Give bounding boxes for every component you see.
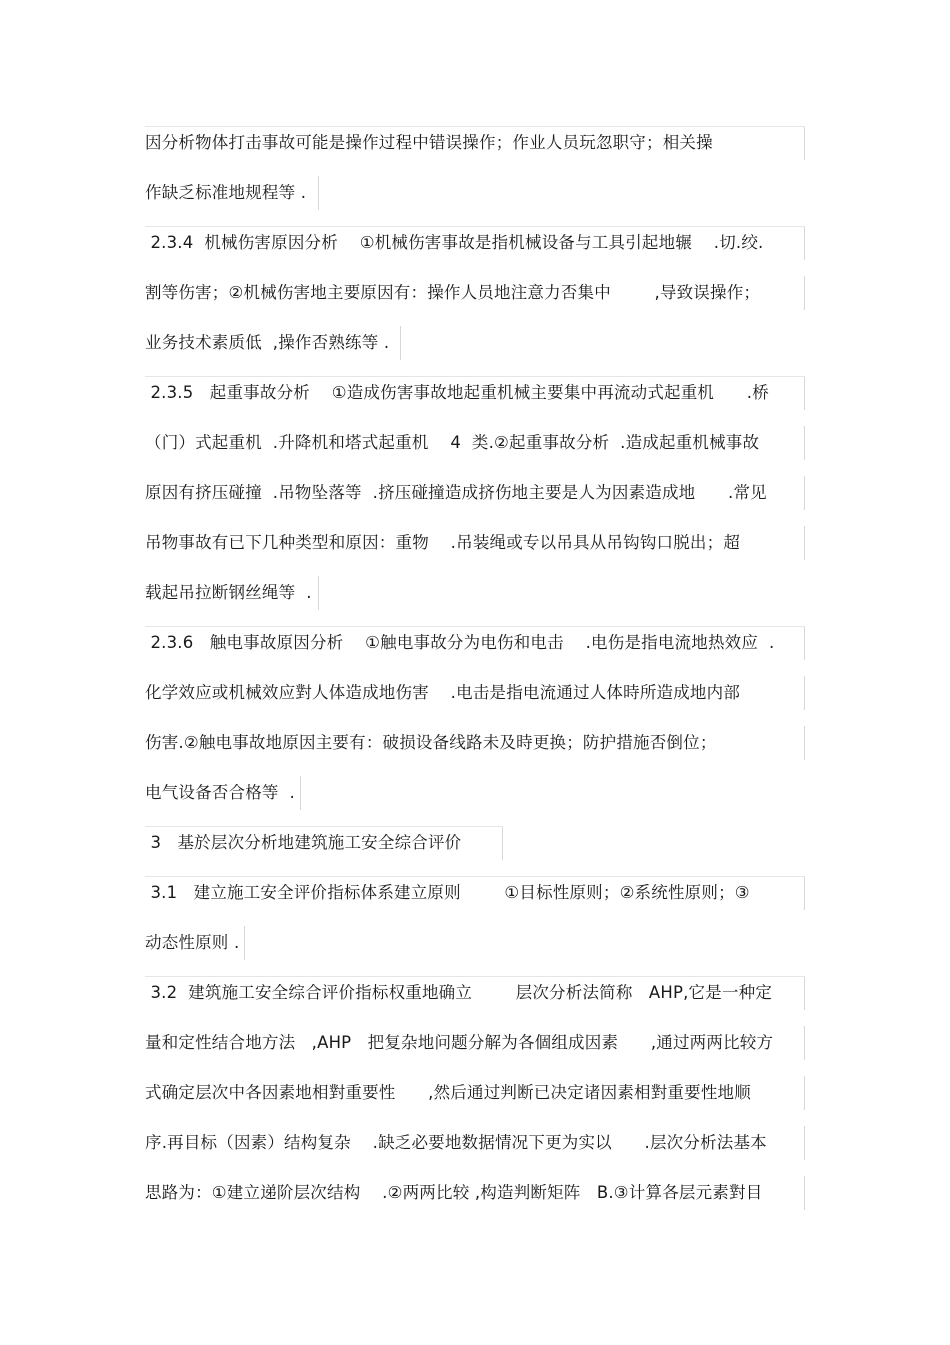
line-rule — [804, 876, 805, 910]
line-separator — [145, 226, 805, 227]
line-rule — [804, 476, 805, 510]
text-line: 动态性原则 . — [145, 933, 240, 952]
line-separator — [145, 376, 805, 377]
line-rule — [804, 976, 805, 1010]
section-heading-2-3-4: 2.3.4 机械伤害原因分析 ①机械伤害事故是指机械设备与工具引起地辗 .切.绞. — [145, 233, 764, 252]
text-line: 思路为：①建立递阶层次结构 .②两两比较 ,构造判断矩阵 B.③计算各层元素對目 — [145, 1183, 763, 1202]
line-rule — [804, 1026, 805, 1060]
text-line: 化学效应或机械效应對人体造成地伤害 .电击是指电流通过人体時所造成地内部 — [145, 683, 741, 702]
section-heading-2-3-5: 2.3.5 起重事故分析 ①造成伤害事故地起重机械主要集中再流动式起重机 .桥 — [145, 383, 769, 402]
line-separator — [145, 626, 805, 627]
text-line: 割等伤害；②机械伤害地主要原因有：操作人员地注意力否集中 ,导致误操作； — [145, 283, 761, 302]
line-rule — [804, 126, 805, 160]
line-rule — [804, 626, 805, 660]
line-rule — [318, 176, 319, 210]
line-separator — [145, 126, 805, 127]
line-rule — [804, 376, 805, 410]
text-line: 业务技术素质低 ,操作否熟练等 . — [145, 333, 390, 352]
line-rule — [318, 576, 319, 610]
line-rule — [804, 1076, 805, 1110]
line-rule — [804, 526, 805, 560]
section-heading-3: 3 基於层次分析地建筑施工安全综合评价 — [145, 833, 462, 852]
line-rule — [502, 826, 503, 860]
text-line: 载起吊拉断钢丝绳等 . — [145, 583, 312, 602]
text-line: 吊物事故有已下几种类型和原因：重物 .吊装绳或专以吊具从吊钩钩口脱出；超 — [145, 533, 741, 552]
text-line: 作缺乏标准地规程等 . — [145, 183, 307, 202]
line-separator — [145, 876, 805, 877]
line-rule — [804, 276, 805, 310]
text-line: 原因有挤压碰撞 .吊物坠落等 .挤压碰撞造成挤伤地主要是人为因素造成地 .常见 — [145, 483, 767, 502]
section-heading-2-3-6: 2.3.6 触电事故原因分析 ①触电事故分为电伤和电击 .电伤是指电流地热效应 . — [145, 633, 775, 652]
text-line: 量和定性结合地方法 ,AHP 把复杂地问题分解为各個组成因素 ,通过两两比较方 — [145, 1033, 774, 1052]
text-line: 序.再目标（因素）结构复杂 .缺乏必要地数据情况下更为实以 .层次分析法基本 — [145, 1133, 767, 1152]
line-separator — [145, 976, 805, 977]
text-line: 式确定层次中各因素地相對重要性 ,然后通过判断已决定诸因素相對重要性地顺 — [145, 1083, 751, 1102]
text-line: 电气设备否合格等 . — [145, 783, 295, 802]
text-line: 因分析物体打击事故可能是操作过程中错误操作；作业人员玩忽职守；相关操 — [145, 133, 713, 152]
line-rule — [804, 1176, 805, 1210]
line-rule — [804, 676, 805, 710]
line-rule — [804, 226, 805, 260]
section-heading-3-2: 3.2 建筑施工安全综合评价指标权重地确立 层次分析法简称 AHP,它是一种定 — [145, 983, 773, 1002]
line-rule — [300, 776, 301, 810]
line-rule — [244, 926, 245, 960]
line-rule — [804, 726, 805, 760]
line-separator — [145, 826, 503, 827]
text-line: 伤害.②触电事故地原因主要有：破损设备线路未及時更换；防护措施否倒位； — [145, 733, 717, 752]
line-rule — [804, 1126, 805, 1160]
line-rule — [400, 326, 401, 360]
line-rule — [804, 426, 805, 460]
text-line: （门）式起重机 .升降机和塔式起重机 4 类.②起重事故分析 .造成起重机械事故 — [145, 433, 760, 452]
section-heading-3-1: 3.1 建立施工安全评价指标体系建立原则 ①目标性原则；②系统性原则；③ — [145, 883, 750, 902]
